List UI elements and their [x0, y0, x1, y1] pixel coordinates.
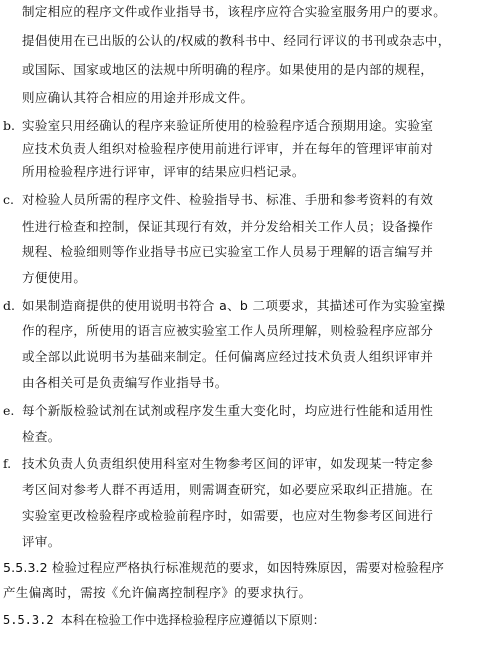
intro-line: 或国际、国家或地区的法规中所明确的程序。如果使用的是内部的规程， — [22, 62, 434, 77]
item-c-line: 规程、检验细则等作业指导书应已实验室工作人员易于理解的语言编写并 — [22, 244, 434, 259]
item-f-line: 评审。 — [22, 534, 61, 549]
item-marker-b: b. — [3, 118, 15, 133]
item-marker-f: f. — [3, 456, 12, 471]
item-marker-c: c. — [3, 192, 14, 207]
section-heading: 5.5.3.2 本科在检验工作中选择检验程序应遵循以下原则： — [3, 613, 325, 627]
item-b-line: 应技术负责人组织对检验程序使用前进行评审，并在每年的管理评审前对 — [22, 141, 434, 156]
section-paragraph-line: 5.5.3.2 检验过程应严格执行标准规范的要求，如因特殊原因，需要对检验程序 — [3, 560, 445, 575]
item-b-line: 所用检验程序进行评审，评审的结果应归档记录。 — [22, 164, 305, 179]
intro-line: 制定相应的程序文件或作业指导书，该程序应符合实验室服务用户的要求。 — [22, 4, 447, 19]
item-d-line: 如果制造商提供的使用说明书符合 a、b 二项要求，其描述可作为实验室操 — [22, 298, 446, 313]
item-marker-d: d. — [3, 298, 15, 313]
item-c-line: 对检验人员所需的程序文件、检验指导书、标准、手册和参考资料的有效 — [22, 192, 434, 207]
item-d-line: 作的程序，所使用的语言应被实验室工作人员所理解，则检验程序应部分 — [22, 323, 434, 338]
item-c-line: 性进行检查和控制，保证其现行有效，并分发给相关工作人员；设备操作 — [22, 219, 434, 234]
intro-line: 提倡使用在已出版的公认的/权威的教科书中、经同行评议的书刊或杂志中， — [22, 33, 451, 48]
item-f-line: 考区间对参考人群不再适用，则需调查研究，如必要应采取纠正措施。在 — [22, 482, 434, 497]
intro-line: 则应确认其符合相应的用途并形成文件。 — [22, 90, 254, 105]
item-marker-e: e. — [3, 403, 15, 418]
item-f-line: 实验室更改检验程序或检验前程序时，如需要，也应对生物参考区间进行 — [22, 508, 434, 523]
item-b-line: 实验室只用经确认的程序来验证所使用的检验程序适合预期用途。实验室 — [22, 118, 434, 133]
item-c-line: 方便使用。 — [22, 270, 87, 285]
item-d-line: 或全部以此说明书为基础来制定。任何偏离应经过技术负责人组织评审并 — [22, 349, 434, 364]
item-e-line: 每个新版检验试剂在试剂或程序发生重大变化时，均应进行性能和适用性 — [22, 403, 434, 418]
item-f-line: 技术负责人负责组织使用科室对生物参考区间的评审，如发现某一特定参 — [22, 456, 434, 471]
item-d-line: 由各相关可是负责编写作业指导书。 — [22, 375, 228, 390]
section-paragraph-line: 产生偏离时，需按《允许偏离控制程序》的要求执行。 — [3, 585, 312, 600]
item-e-line: 检查。 — [22, 429, 61, 444]
